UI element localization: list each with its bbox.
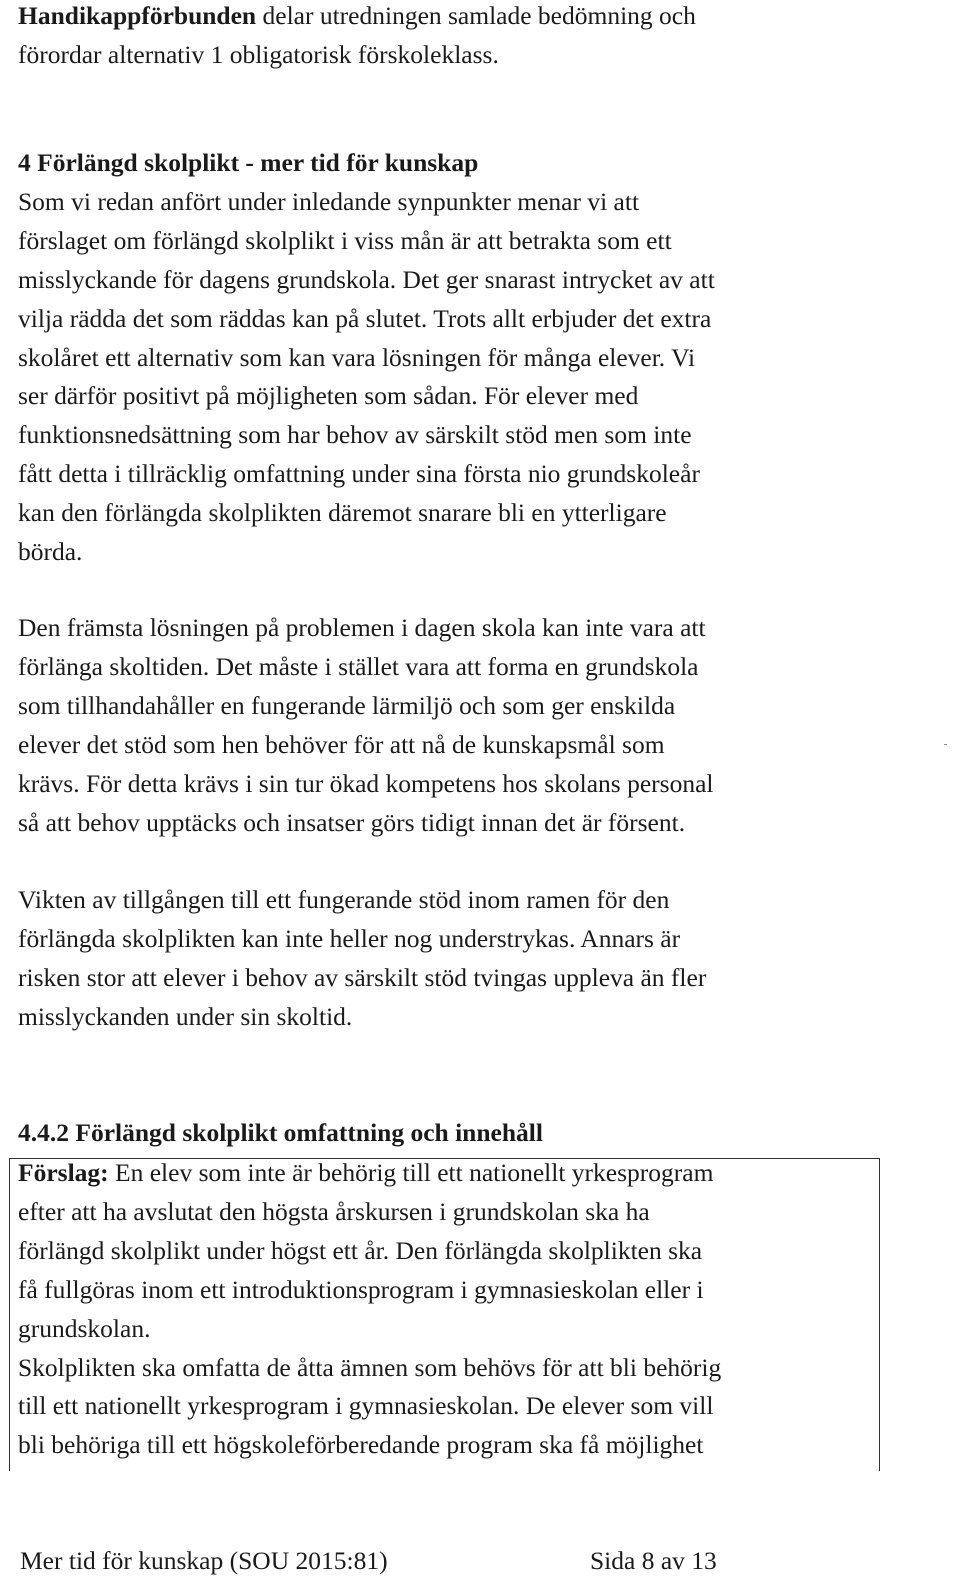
section-4-4-2-heading-block [18, 1114, 938, 1153]
text-line: funktionsnedsättning som har behov av särskilt stöd men som inte [18, 420, 692, 450]
text-line: till ett nationellt yrkesprogram i gymnasieskolan. De elever som vill [18, 1391, 714, 1421]
text-line: krävs. För detta krävs i sin tur ökad kompetens hos skolans personal [18, 768, 714, 798]
text-line: så att behov upptäcks och insatser görs tidigt innan det är försent. [18, 807, 686, 837]
text-line: förlängd skolplikt under högst ett år. Den förlängda skolplikten ska [18, 1235, 703, 1265]
text-line: ser därför positivt på möjligheten som sådan. För elever med [18, 381, 639, 411]
text-line: Förslag: En elev som inte är behörig till ett nationellt yrkesprogram [18, 1158, 714, 1187]
text-line: som tillhandahåller en fungerande lärmiljö och som ger enskilda [18, 690, 676, 720]
intro-paragraph [18, 0, 938, 75]
section-4 [18, 144, 938, 572]
text-line: efter att ha avslutat den högsta årskursen i grundskolan ska ha [18, 1196, 650, 1226]
intro-line: Handikappförbunden delar utredningen samlade bedömning och [18, 1, 696, 30]
section-heading: 4 Förlängd skolplikt - mer tid för kunskap [18, 148, 479, 177]
text-line: risken stor att elever i behov av särskilt stöd tvingas uppleva än fler [18, 962, 707, 992]
text-line: Skolplikten ska omfatta de åtta ämnen som behövs för att bli behörig [18, 1352, 722, 1382]
footer-page-number: Sida 8 av 13 [590, 1546, 717, 1575]
scan-speck [944, 744, 947, 745]
section-4-paragraph-3 [18, 881, 938, 1037]
text-line: fått detta i tillräcklig omfattning under sina första nio grundskoleår [18, 459, 700, 489]
section-4-paragraph-2 [18, 609, 938, 842]
text-line: förslaget om förlängd skolplikt i viss mån är att betrakta som ett [18, 225, 672, 255]
text-line: förlängda skolplikten kan inte heller nog understrykas. Annars är [18, 923, 681, 953]
proposal-label: Förslag: [18, 1158, 109, 1187]
section-heading: 4.4.2 Förlängd skolplikt omfattning och innehåll [18, 1118, 543, 1147]
intro-line: förordar alternativ 1 obligatorisk förskoleklass. [18, 39, 499, 69]
text-line: skolåret ett alternativ som kan vara lösningen för många elever. Vi [18, 342, 696, 372]
text-line: Som vi redan anfört under inledande synpunkter menar vi att [18, 186, 640, 216]
text-line: kan den förlängda skolplikten däremot snarare bli en ytterligare [18, 498, 667, 528]
proposal-text [18, 1154, 938, 1465]
text-line: vilja rädda det som räddas kan på slutet. Trots allt erbjuder det extra [18, 303, 712, 333]
section-4-paragraph-1 [18, 183, 938, 572]
text-line: grundskolan. [18, 1313, 151, 1343]
text-line: Vikten av tillgången till ett fungerande stöd inom ramen för den [18, 885, 670, 914]
text-line: börda. [18, 537, 83, 567]
text-line: misslyckande för dagens grundskola. Det ger snarast intrycket av att [18, 264, 715, 294]
text-line: elever det stöd som hen behöver för att nå de kunskapsmål som [18, 729, 665, 759]
text-line: misslyckanden under sin skoltid. [18, 1001, 353, 1031]
text-line: förlänga skoltiden. Det måste i stället vara att forma en grundskola [18, 651, 699, 681]
footer-title: Mer tid för kunskap (SOU 2015:81) [20, 1546, 388, 1575]
text-line: få fullgöras inom ett introduktionsprogram i gymnasieskolan eller i [18, 1274, 704, 1304]
organization-name: Handikappförbunden [18, 1, 257, 30]
text-line: Den främsta lösningen på problemen i dagen skola kan inte vara att [18, 613, 706, 642]
text-line: bli behöriga till ett högskoleförberedande program ska få möjlighet [18, 1430, 704, 1460]
